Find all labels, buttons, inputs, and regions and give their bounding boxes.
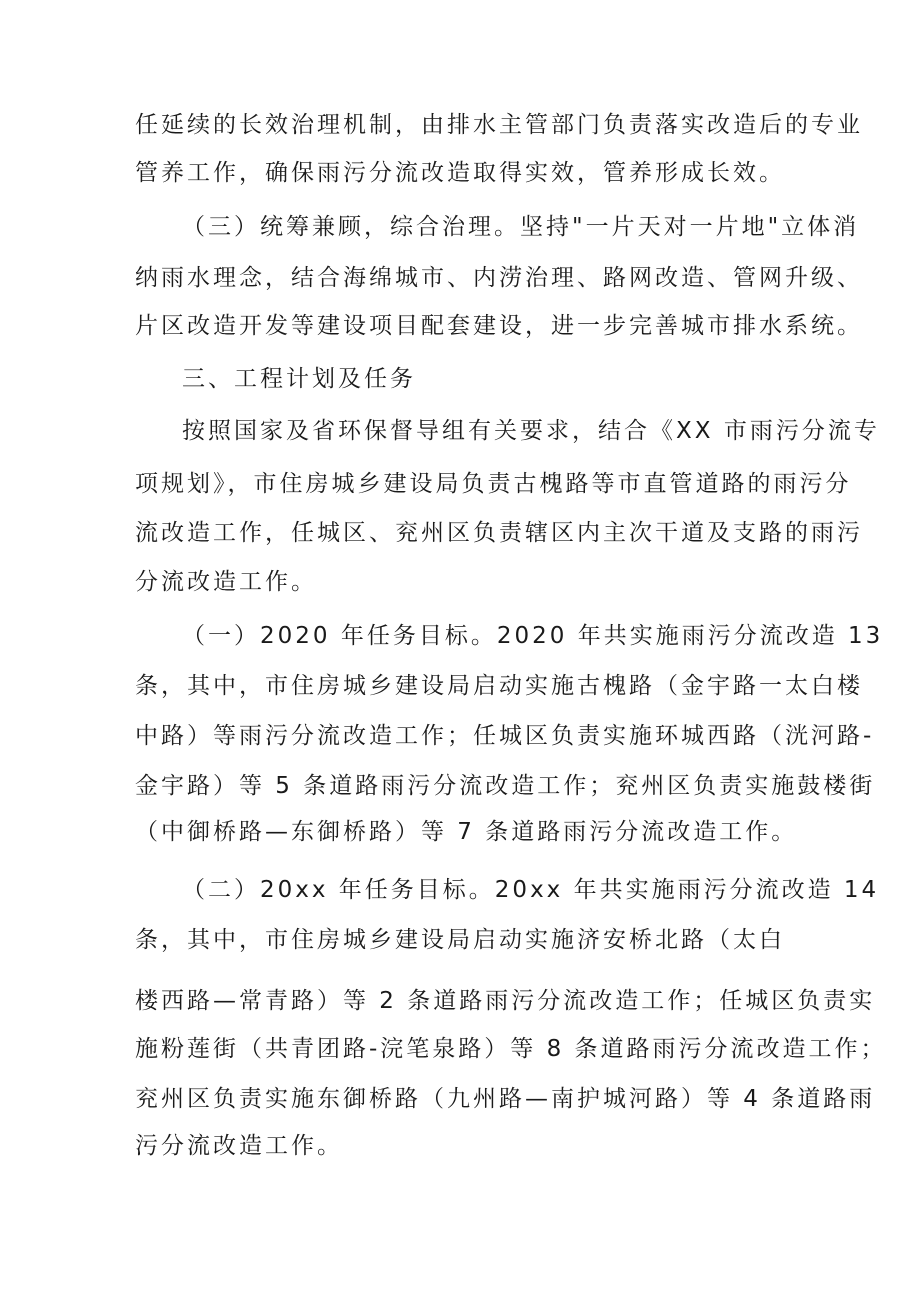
paragraph-1-line-1: 任延续的长效治理机制，由排水主管部门负责落实改造后的专业 xyxy=(135,112,863,138)
paragraph-4-line-5: （中御桥路—东御桥路）等 7 条道路雨污分流改造工作。 xyxy=(135,819,798,845)
paragraph-5-line-1: （二）20xx 年任务目标。20xx 年共实施雨污分流改造 14 xyxy=(182,877,880,903)
paragraph-4-line-3: 中路）等雨污分流改造工作；任城区负责实施环城西路（洸河路- xyxy=(135,723,875,749)
paragraph-3-line-2: 项规划》，市住房城乡建设局负责古槐路等市直管道路的雨污分 xyxy=(135,471,852,497)
paragraph-3-line-3: 流改造工作，任城区、兖州区负责辖区内主次干道及支路的雨污 xyxy=(135,520,863,546)
paragraph-5-line-4: 施粉莲街（共青团路-浣笔泉路）等 8 条道路雨污分流改造工作； xyxy=(135,1036,887,1062)
paragraph-4-line-2: 条，其中，市住房城乡建设局启动实施古槐路（金宇路一太白楼 xyxy=(135,673,863,699)
paragraph-5-line-3: 楼西路—常青路）等 2 条道路雨污分流改造工作；任城区负责实 xyxy=(135,988,876,1014)
paragraph-3-line-1: 按照国家及省环保督导组有关要求，结合《XX 市雨污分流专 xyxy=(182,418,880,444)
paragraph-2-line-1: （三）统筹兼顾，综合治理。坚持"一片天对一片地"立体消 xyxy=(182,214,860,240)
paragraph-1-line-2: 管养工作，确保雨污分流改造取得实效，管养形成长效。 xyxy=(135,160,785,186)
section-heading: 三、工程计划及任务 xyxy=(182,366,416,392)
paragraph-5-line-5: 兖州区负责实施东御桥路（九州路—南护城河路）等 4 条道路雨 xyxy=(135,1086,876,1112)
paragraph-4-line-4: 金宇路）等 5 条道路雨污分流改造工作；兖州区负责实施鼓楼街 xyxy=(135,773,876,799)
paragraph-2-line-3: 片区改造开发等建设项目配套建设，进一步完善城市排水系统。 xyxy=(135,313,863,339)
paragraph-3-line-4: 分流改造工作。 xyxy=(135,569,317,595)
paragraph-2-line-2: 纳雨水理念，结合海绵城市、内涝治理、路网改造、管网升级、 xyxy=(135,265,863,291)
paragraph-5-line-6: 污分流改造工作。 xyxy=(135,1133,343,1159)
paragraph-5-line-2: 条，其中，市住房城乡建设局启动实施济安桥北路（太白 xyxy=(135,927,785,953)
paragraph-4-line-1: （一）2020 年任务目标。2020 年共实施雨污分流改造 13 xyxy=(182,623,884,649)
